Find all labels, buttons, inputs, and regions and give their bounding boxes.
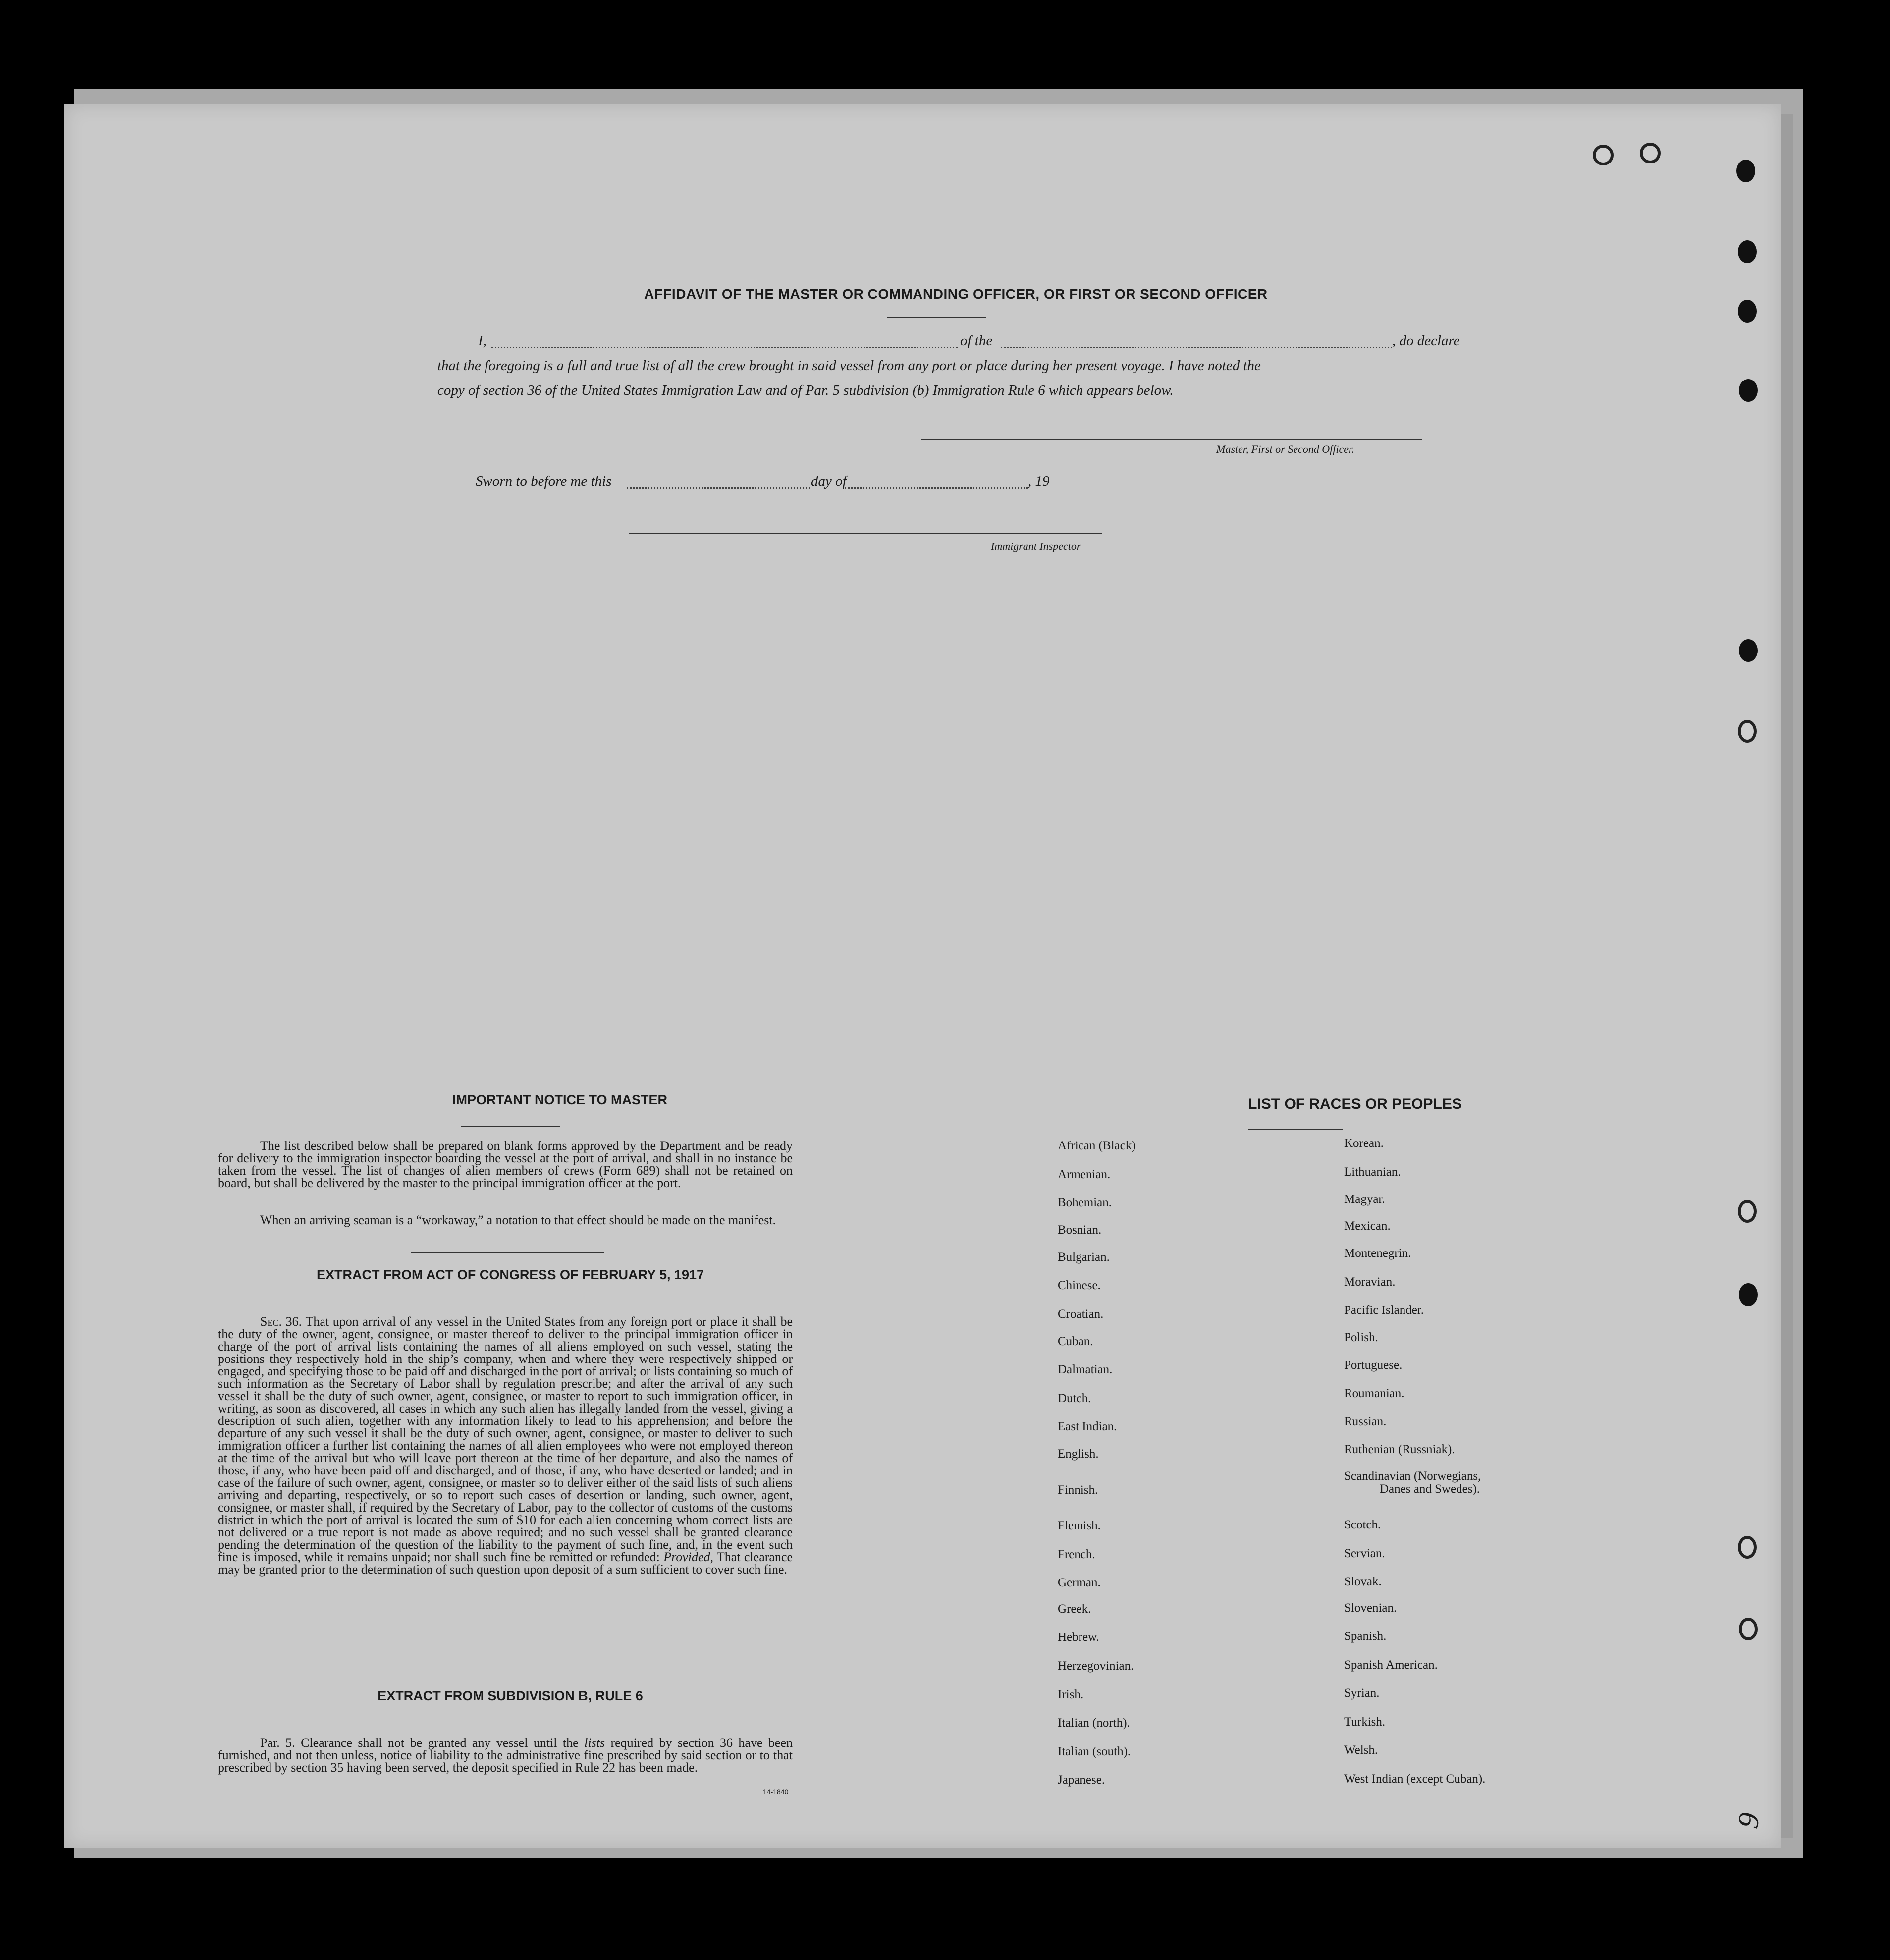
race-item: Polish.: [1344, 1331, 1378, 1344]
race-item: Italian (south).: [1058, 1745, 1131, 1758]
race-item: Bosnian.: [1058, 1223, 1102, 1237]
race-item: Spanish.: [1344, 1630, 1387, 1643]
punch-hole: [1738, 240, 1757, 263]
race-item: Turkish.: [1344, 1715, 1386, 1729]
sworn-day-blank: [627, 487, 810, 489]
race-item: Chinese.: [1058, 1279, 1101, 1292]
document-page: [64, 104, 1781, 1848]
race-item: Slovenian.: [1344, 1601, 1397, 1615]
master-caption: Master, First or Second Officer.: [1216, 443, 1354, 455]
race-item: Welsh.: [1344, 1743, 1378, 1757]
race-item: Ruthenian (Russniak).: [1344, 1443, 1455, 1456]
master-signature-line: [921, 439, 1422, 440]
inspector-signature-line: [629, 533, 1102, 534]
race-item: Flemish.: [1058, 1519, 1101, 1532]
punch-hole: [1739, 639, 1758, 662]
punch-hole: [1739, 1283, 1758, 1306]
affidavit-title: AFFIDAVIT OF THE MASTER OR COMMANDING OFFICER, OR FIRST OR SECOND OFFICER: [644, 286, 1268, 302]
affidavit-of-the-label: of the: [960, 333, 993, 349]
margin-note: 9: [1731, 1810, 1766, 1831]
sworn-label: Sworn to before me this: [476, 473, 612, 489]
race-item: Russian.: [1344, 1415, 1387, 1428]
race-item: Scandinavian (Norwegians,: [1344, 1470, 1481, 1483]
rule-extract-heading: EXTRACT FROM SUBDIVISION B, RULE 6: [378, 1688, 643, 1703]
race-item: Croatian.: [1058, 1307, 1104, 1321]
race-item: East Indian.: [1058, 1420, 1117, 1433]
race-item: Roumanian.: [1344, 1387, 1404, 1400]
race-item: African (Black): [1058, 1139, 1136, 1152]
rule-extract-text: Par. 5. Clearance shall not be granted any vessel until the lists required by section 36 have been furnished, and not then unless, notice of liability to the administrative fine prescribed by said section or to that prescribed by section 35 having been served, the deposit specified in Rule 22 has been made.: [218, 1736, 793, 1775]
race-item: West Indian (except Cuban).: [1344, 1772, 1486, 1786]
race-item: Moravian.: [1344, 1275, 1396, 1289]
race-item: Bulgarian.: [1058, 1251, 1110, 1264]
notice-paragraph-2: When an arriving seaman is a “workaway,” a notation to that effect should be made on the manifest.: [260, 1213, 776, 1227]
race-item: Italian (north).: [1058, 1716, 1130, 1730]
race-item: Magyar.: [1344, 1193, 1385, 1206]
punch-hole: [1738, 300, 1757, 323]
race-item: Syrian.: [1344, 1687, 1380, 1700]
punch-hole: [1738, 720, 1757, 743]
notice-paragraph: The list described below shall be prepared on blank forms approved by the Department and be ready for delivery to the immigration inspector boarding the vessel at the port of arrival, and shall in no instance be taken from the vessel. The list of changes of alien members of crews (Form 689) shall not be retained on board, but shall be delivered by the master to the principal immigration officer at the port.: [218, 1139, 793, 1190]
punch-hole: [1736, 160, 1755, 182]
inspector-caption: Immigrant Inspector: [991, 540, 1081, 552]
punch-hole: [1593, 145, 1614, 165]
divider: [1248, 1129, 1343, 1130]
punch-hole: [1738, 1536, 1757, 1559]
affidavit-declare-label: , do declare: [1392, 333, 1460, 349]
race-item: Armenian.: [1058, 1168, 1111, 1181]
race-item: Hebrew.: [1058, 1631, 1099, 1644]
divider: [887, 317, 986, 318]
race-item: Servian.: [1344, 1547, 1385, 1560]
day-of-label: day of: [811, 473, 847, 489]
punch-hole: [1739, 379, 1758, 402]
punch-hole: [1739, 1618, 1758, 1640]
name-blank: [491, 347, 958, 348]
race-item: Bohemian.: [1058, 1196, 1112, 1209]
race-item: Danes and Swedes).: [1380, 1482, 1480, 1496]
race-item: Greek.: [1058, 1602, 1091, 1616]
race-item: Scotch.: [1344, 1518, 1381, 1531]
race-item: English.: [1058, 1447, 1099, 1461]
race-item: Portuguese.: [1344, 1359, 1403, 1372]
race-item: Dutch.: [1058, 1392, 1091, 1405]
affidavit-i-label: I,: [478, 333, 486, 349]
race-item: Montenegrin.: [1344, 1247, 1411, 1260]
punch-hole: [1640, 143, 1661, 163]
act-extract-text: Sec. 36. That upon arrival of any vessel in the United States from any foreign port or place it shall be the duty of the owner, agent, consignee, or master thereof to deliver to the principal immigration officer in charge of the port of arrival lists containing the names of all aliens employed on such vessel, stating the positions they respectively hold in the ship’s company, when and where they were respectively shipped or engaged, and specifying those to be paid off and discharged in the port of arrival; or lists containing so much of such information as the Secretary of Labor shall by regulation prescribe; and after the arrival of any such vessel it shall be the duty of such owner, agent, consignee, or master to report to such immigration officer, in writing, as soon as discovered, all cases in which any such alien has illegally landed from the vessel, giving a description of such alien, together with any information likely to lead to his apprehension; and before the departure of any such vessel it shall be the duty of such owner, agent, consignee, or master to deliver to such immigration officer a further list containing the names of all alien employees who were not employed thereon at the time of the arrival but who will leave port thereon at the time of her departure, and also the names of those, if any, who have been paid off and discharged, and of those, if any, who have deserted or landed; and in case of the failure of such owner, agent, consignee, or master so to deliver either of the said lists of such aliens arriving and departing, respectively, or so to report such cases of desertion or landing, such owner, agent, consignee, or master shall, if required by the Secretary of Labor, pay to the collector of customs of the customs district in which the port of arrival is located the sum of $10 for each alien concerning whom correct lists are not delivered or a true report is not made as above required; and no such vessel shall be granted clearance pending the determination of the question of the liability to the payment of such fine, and, in the event such fine is imposed, while it remains unpaid; nor shall such fine be remitted or refunded: Provided, That clearance may be granted prior to the determination of such question upon deposit of a sum sufficient to cover such fine.: [218, 1314, 793, 1577]
race-item: Mexican.: [1344, 1219, 1391, 1233]
race-item: Spanish American.: [1344, 1658, 1438, 1672]
races-heading: LIST OF RACES OR PEOPLES: [1248, 1096, 1462, 1112]
vessel-blank: [1001, 347, 1392, 348]
race-item: Cuban.: [1058, 1335, 1093, 1348]
form-number: 14-1840: [763, 1788, 789, 1796]
punch-hole: [1738, 1200, 1757, 1223]
race-item: Lithuanian.: [1344, 1165, 1401, 1179]
year-label: , 19: [1028, 473, 1050, 489]
month-blank: [845, 487, 1028, 489]
race-item: Japanese.: [1058, 1773, 1105, 1787]
race-item: Finnish.: [1058, 1483, 1098, 1497]
race-item: Dalmatian.: [1058, 1363, 1113, 1376]
race-item: Herzegovinian.: [1058, 1659, 1134, 1673]
affidavit-statement-cont: copy of section 36 of the United States Immigration Law and of Par. 5 subdivision (b) Immigration Rule 6 which appears below.: [437, 382, 1174, 398]
act-extract-heading: EXTRACT FROM ACT OF CONGRESS OF FEBRUARY 5, 1917: [316, 1267, 704, 1282]
race-item: Slovak.: [1344, 1575, 1382, 1588]
race-item: German.: [1058, 1576, 1101, 1589]
race-item: Korean.: [1344, 1137, 1384, 1150]
notice-heading: IMPORTANT NOTICE TO MASTER: [452, 1092, 667, 1107]
race-item: Irish.: [1058, 1688, 1084, 1701]
race-item: French.: [1058, 1548, 1095, 1561]
race-item: Pacific Islander.: [1344, 1304, 1424, 1317]
affidavit-statement: that the foregoing is a full and true list of all the crew brought in said vessel from any port or place during her present voyage. I have noted the: [437, 358, 1261, 374]
divider: [461, 1126, 560, 1127]
divider: [411, 1252, 604, 1253]
